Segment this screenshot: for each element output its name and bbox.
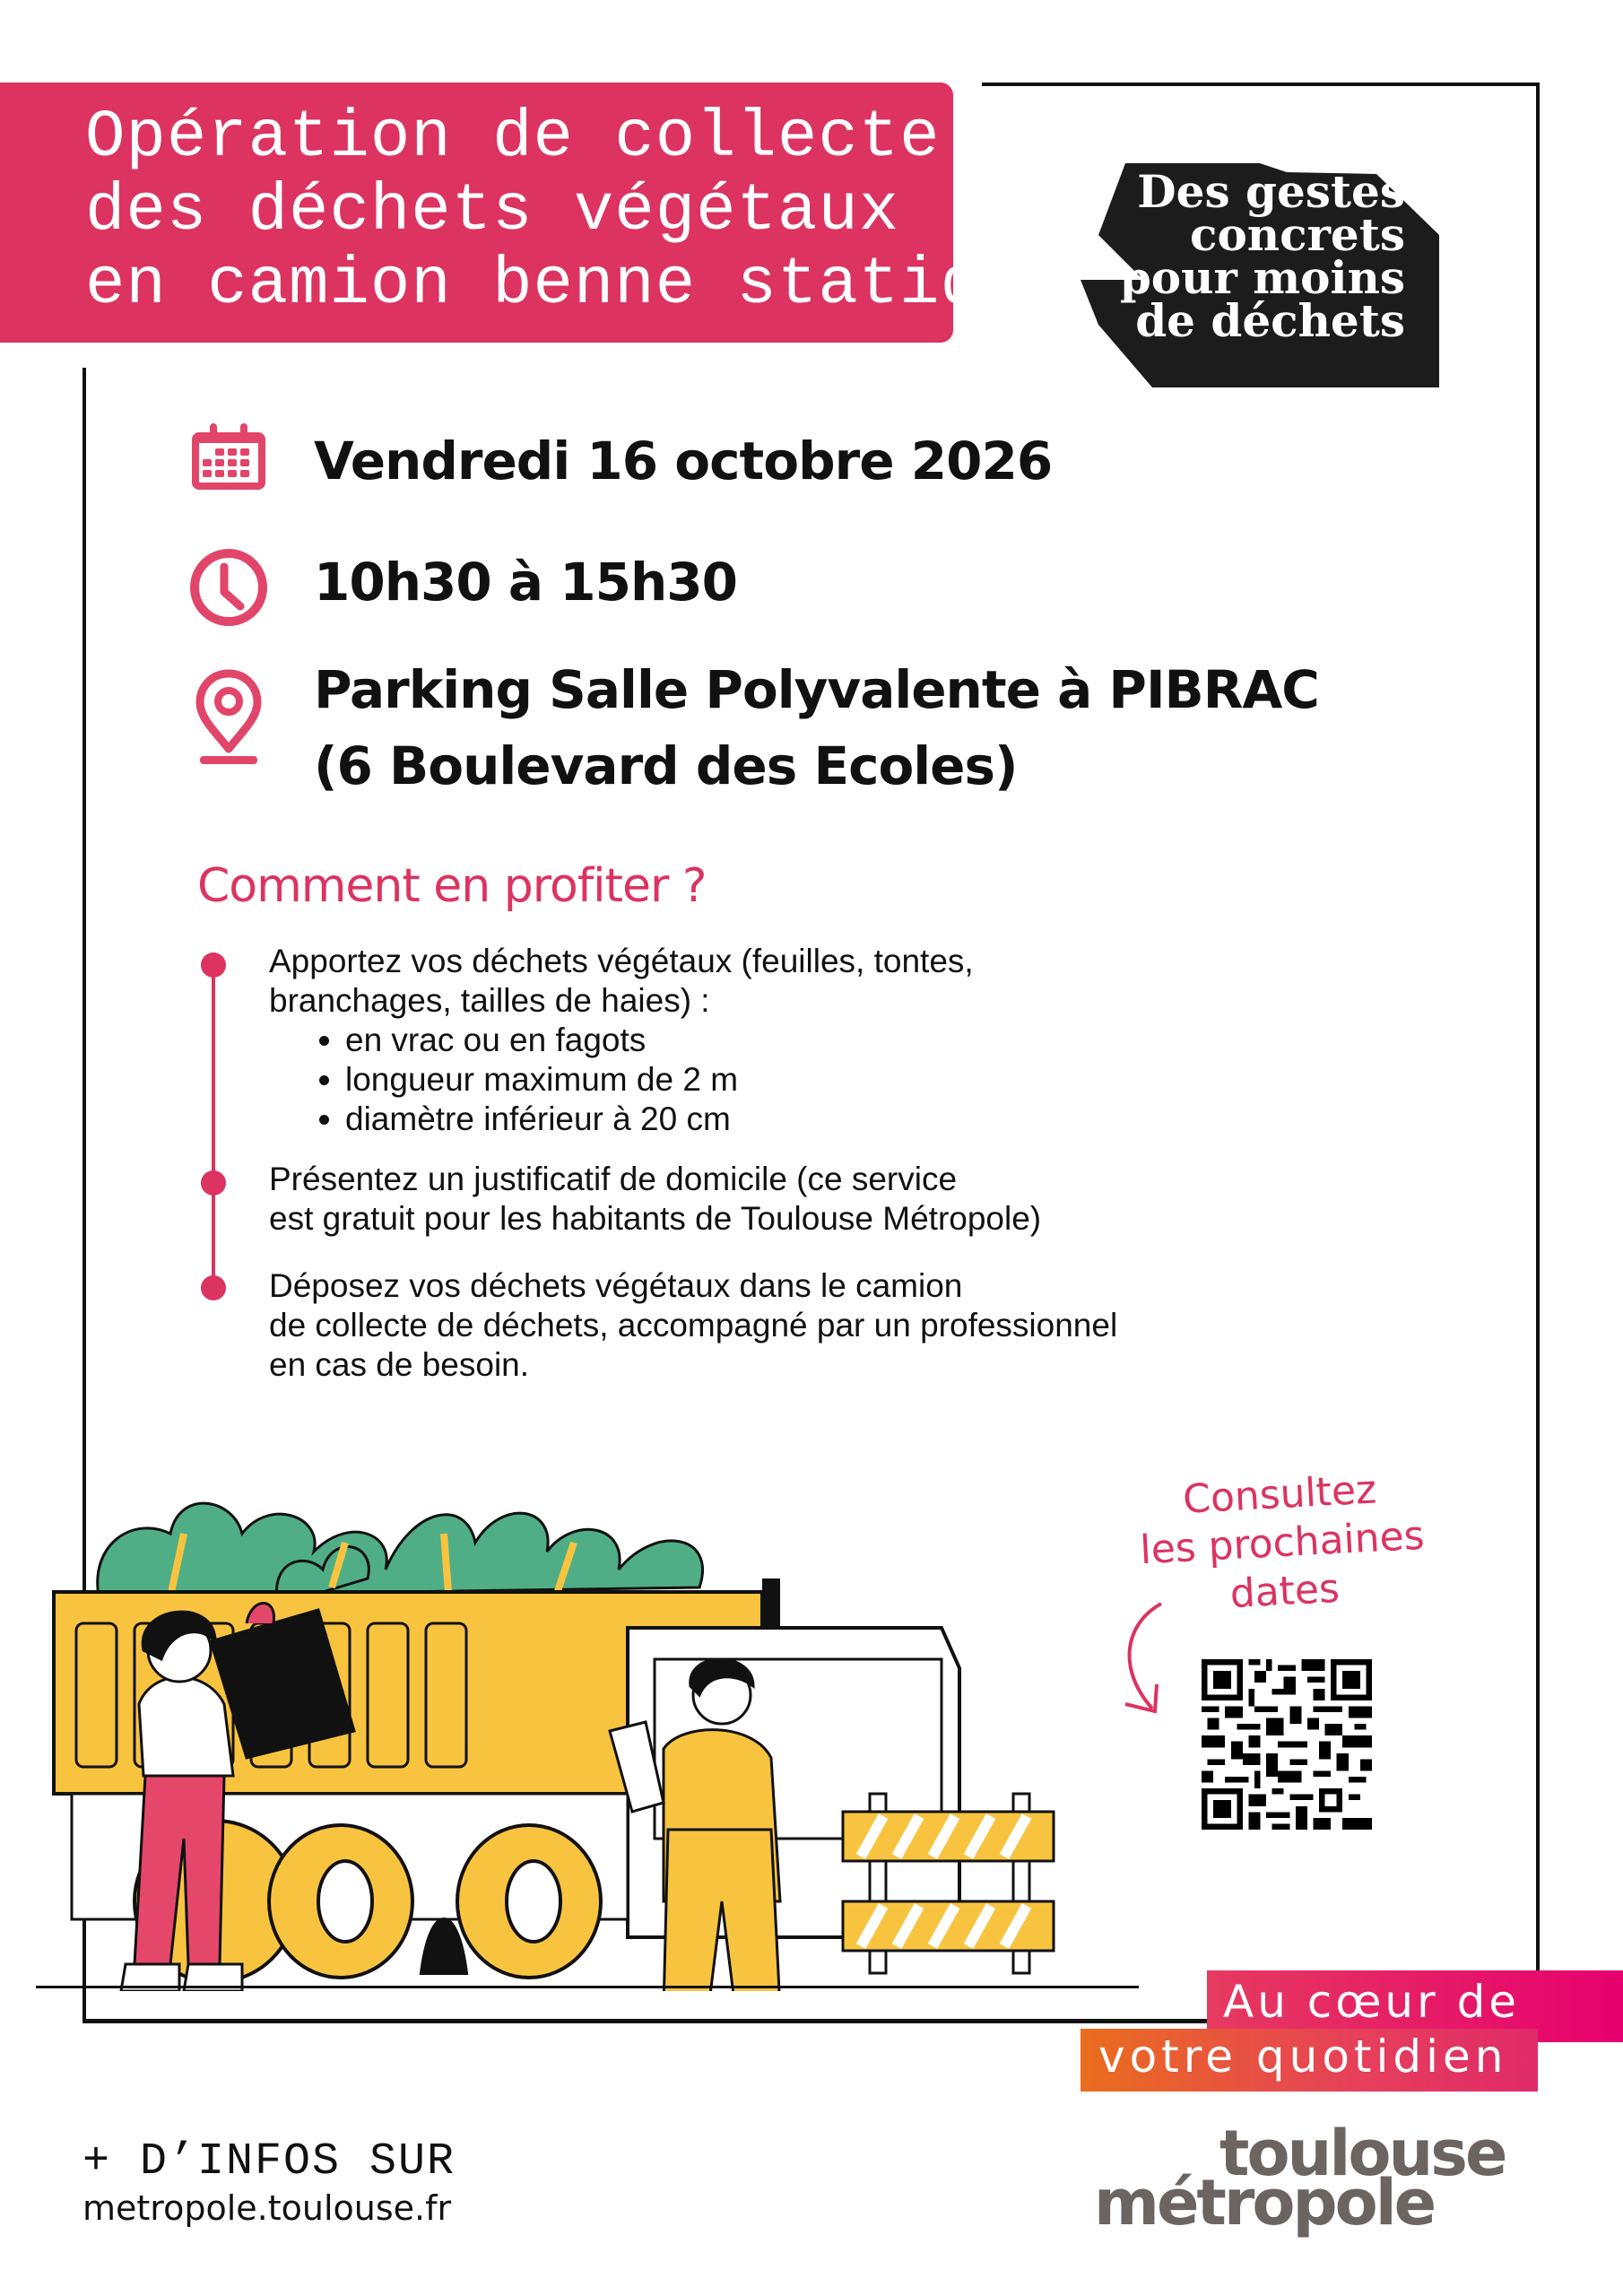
consult-line-2: les prochaines (1139, 1512, 1426, 1574)
location-pin-icon (193, 668, 265, 770)
step-1-line-2: branchages, tailles de haies) : (269, 982, 710, 1019)
frame-right-line (1536, 83, 1540, 1971)
slogan-text (1119, 165, 1405, 347)
step-2-line-1: Présentez un justificatif de domicile (ce service (269, 1161, 958, 1197)
frame-bottom-line (82, 2019, 1212, 2023)
step-1-line-1: Apportez vos déchets végétaux (feuilles, tontes, (269, 943, 974, 979)
slogan-badge (1081, 163, 1448, 387)
step-3-dot (201, 1275, 226, 1300)
step-1 (269, 942, 974, 1139)
clock-icon (188, 547, 269, 631)
truck-illustration (36, 1435, 1139, 1991)
step-3-line-1: Déposez vos déchets végétaux dans le camion (269, 1267, 963, 1304)
slogan-line-2: concrets (1190, 208, 1405, 261)
step-2-line-2: est gratuit pour les habitants de Toulouse Métropole) (269, 1200, 1042, 1237)
curved-arrow-icon (1112, 1596, 1175, 1726)
step-3-line-2: de collecte de déchets, accompagné par un professionnel (269, 1307, 1118, 1344)
consult-line-3: dates (1228, 1565, 1341, 1618)
consult-line-1: Consultez (1181, 1466, 1378, 1523)
bullet-item: • en vrac ou en fagots (345, 1021, 974, 1060)
logo-line-2: métropole (1094, 2166, 1435, 2239)
step-1-dot (201, 952, 226, 978)
event-date: Vendredi 16 octobre 2026 (314, 430, 1053, 491)
slogan-line-1: Des gestes (1137, 165, 1405, 218)
event-location-line-2: (6 Boulevard des Ecoles) (314, 735, 1018, 796)
title-line-1: Opération de collecte (85, 100, 941, 176)
calendar-icon (188, 422, 269, 497)
title-line-3: en camion benne statique (85, 248, 1063, 323)
website-link[interactable]: metropole.toulouse.fr (82, 2188, 452, 2228)
step-2-dot (201, 1170, 226, 1196)
step-3 (269, 1266, 1117, 1385)
qr-code[interactable] (1202, 1659, 1372, 1830)
step-1-bullets (269, 1021, 974, 1139)
logo-line-1: toulouse (1219, 2117, 1506, 2190)
bullet-item: • longueur maximum de 2 m (345, 1060, 974, 1100)
steps-timeline (212, 964, 215, 1287)
step-2 (269, 1160, 1041, 1239)
title-line-2: des déchets végétaux (85, 174, 900, 249)
event-time: 10h30 à 15h30 (314, 552, 737, 613)
tagline-line-2: votre quotidien (1098, 2031, 1508, 2083)
more-info-label: + D’INFOS SUR (82, 2136, 456, 2187)
step-3-line-3: en cas de besoin. (269, 1346, 530, 1383)
toulouse-metropole-logo (1094, 2117, 1524, 2242)
bullet-item: • diamètre inférieur à 20 cm (345, 1100, 974, 1139)
slogan-line-4: de déchets (1135, 294, 1405, 347)
title-banner (0, 83, 1063, 343)
tagline-bottom-block (1081, 2029, 1538, 2092)
frame-top-line (982, 83, 1540, 86)
tagline-line-1: Au cœur de (1223, 1976, 1521, 2028)
slogan-line-3: pour moins (1119, 251, 1405, 304)
how-to-title: Comment en profiter ? (197, 859, 707, 913)
event-location-line-1: Parking Salle Polyvalente à PIBRAC (314, 659, 1319, 720)
